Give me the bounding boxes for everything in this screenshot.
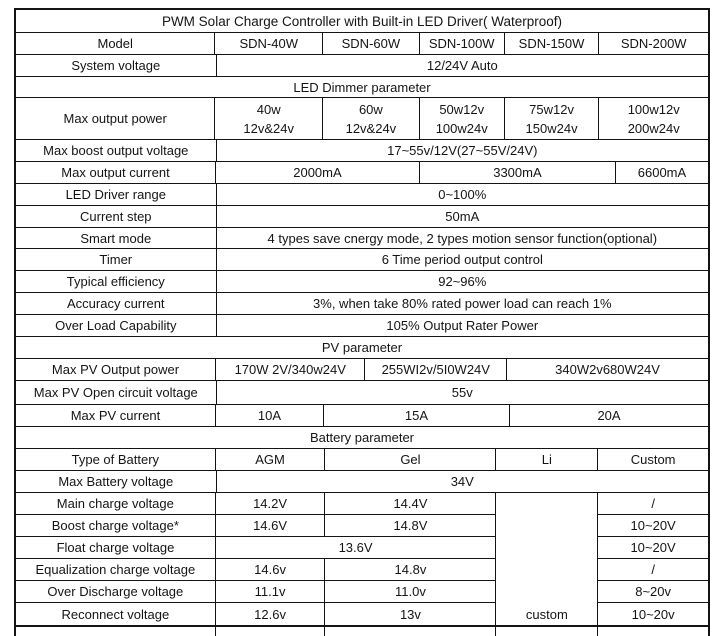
value-cell: 8~20v [598, 581, 708, 603]
li-custom-merged-cell: custom [496, 603, 598, 625]
max-pv-open-circuit-voltage-row [16, 381, 708, 405]
section-header: PV parameter [16, 337, 708, 359]
spec-table [14, 8, 710, 627]
value-cell: 34V [217, 471, 708, 493]
value-cell [496, 537, 598, 559]
value-cell [323, 98, 420, 140]
row-label: Max output power [16, 98, 215, 140]
row-label: Max output current [16, 162, 216, 184]
value-cell: 20A [510, 405, 708, 427]
boost-charge-voltage-row [16, 515, 708, 537]
reconnect-voltage-row [16, 603, 708, 625]
value-cell: 10~20V [598, 515, 708, 537]
row-label: Over Discharge voltage [16, 581, 216, 603]
value-line: 60w [358, 101, 383, 117]
value-cell: 14.2V [216, 493, 326, 515]
value-cell: SDN-100W [420, 33, 505, 55]
cutoff-stub-cell [496, 627, 598, 636]
value-line: 200w24v [627, 120, 680, 136]
value-cell: 0~100% [217, 184, 708, 206]
value-cell [599, 98, 708, 140]
max-battery-voltage-row [16, 471, 708, 493]
value-cell: Li [496, 449, 598, 471]
value-cell: 10~20v [631, 606, 675, 622]
pv-section [16, 337, 708, 359]
value-cell: 13v [325, 603, 496, 625]
row-label: Main charge voltage [16, 493, 216, 515]
value-cell: 14.8V [325, 515, 496, 537]
value-cell: 3300mA [420, 162, 616, 184]
spec-sheet [14, 8, 710, 636]
value-cell: 14.4V [325, 493, 496, 515]
row-label: Accuracy current [16, 293, 217, 315]
value-cell [505, 98, 600, 140]
row-label: Reconnect voltage [16, 603, 216, 625]
row-label: LED Driver range [16, 184, 217, 206]
row-label: Over Load Capability [16, 315, 217, 337]
value-cell: SDN-150W [505, 33, 600, 55]
value-cell: 6600mA [616, 162, 708, 184]
value-cell: 12.6v [216, 603, 326, 625]
row-label: Model [16, 33, 215, 55]
row-label: Max PV Open circuit voltage [16, 381, 217, 405]
value-cell [496, 581, 598, 603]
section-header: Battery parameter [16, 427, 708, 449]
float-charge-voltage-row [16, 537, 708, 559]
over-discharge-voltage-row [16, 581, 708, 603]
value-cell: SDN-40W [215, 33, 323, 55]
cutoff-stub-cell [598, 627, 708, 636]
value-cell: Gel [325, 449, 496, 471]
row-label: Type of Battery [16, 449, 216, 471]
led-driver-range-row [16, 184, 708, 206]
value-cell: 11.1v [216, 581, 326, 603]
row-label: Equalization charge voltage [16, 559, 216, 581]
value-cell: 50mA [217, 206, 708, 228]
type-of-battery-row [16, 449, 708, 471]
value-cell: 105% Output Rater Power [217, 315, 708, 337]
value-line: 100w24v [435, 120, 488, 136]
row-label: Typical efficiency [16, 271, 217, 293]
led-dimmer-section [16, 77, 708, 98]
value-cell: 11.0v [325, 581, 496, 603]
max-pv-current-row [16, 405, 708, 427]
value-cell: 14.8v [325, 559, 496, 581]
value-cell: 14.6V [216, 515, 326, 537]
value-cell: 4 types save cnergy mode, 2 types motion sensor function(optional) [217, 228, 708, 249]
row-label: Max PV Output power [16, 359, 216, 381]
value-cell: 3%, when take 80% rated power load can reach 1% [217, 293, 708, 315]
value-cell: / [598, 559, 708, 581]
value-cell: 17~55v/12V(27~55V/24V) [217, 140, 708, 162]
value-cell: SDN-200W [599, 33, 708, 55]
value-cell: 92~96% [217, 271, 708, 293]
value-cell [496, 515, 598, 537]
row-label: Boost charge voltage* [16, 515, 216, 537]
max-output-power-row [16, 98, 708, 140]
cutoff-stub-cell [325, 627, 496, 636]
row-label: Current step [16, 206, 217, 228]
value-cell: 170W 2V/340w24V [216, 359, 365, 381]
value-cell: 10A [216, 405, 324, 427]
value-line: 75w12v [529, 101, 574, 117]
value-cell: 55v [217, 381, 708, 405]
value-line: 150w24v [525, 120, 578, 136]
value-cell: / [598, 493, 708, 515]
value-cell: AGM [216, 449, 326, 471]
section-header: LED Dimmer parameter [16, 77, 708, 98]
value-line: 12v&24v [345, 120, 397, 136]
value-cell [215, 98, 323, 140]
max-boost-output-voltage-row [16, 140, 708, 162]
value-line: 12v&24v [243, 120, 294, 136]
row-label: Float charge voltage [16, 537, 216, 559]
value-cell: 6 Time period output control [217, 249, 708, 271]
value-cell: 13.6V [216, 537, 496, 559]
accuracy-current-row [16, 293, 708, 315]
row-label: Timer [16, 249, 217, 271]
cutoff-row-stub [14, 627, 710, 636]
max-output-current-row [16, 162, 708, 184]
value-cell: SDN-60W [323, 33, 420, 55]
value-cell: Custom [598, 449, 708, 471]
over-load-capability-row [16, 315, 708, 337]
row-label: System voltage [16, 55, 217, 77]
table-title: PWM Solar Charge Controller with Built-in LED Driver( Waterproof) [16, 10, 708, 33]
timer-row [16, 249, 708, 271]
system-voltage-row [16, 55, 708, 77]
value-cell: 340W2v680W24V [507, 359, 708, 381]
value-cell: 10~20V [598, 537, 708, 559]
model-row [16, 33, 708, 55]
value-cell [496, 559, 598, 581]
row-label: Smart mode [16, 228, 217, 249]
value-line: 40w [256, 101, 281, 117]
main-charge-voltage-row [16, 493, 708, 515]
row-label: Max Battery voltage [16, 471, 217, 493]
value-cell: 255WI2v/5I0W24V [365, 359, 507, 381]
value-cell: 15A [324, 405, 510, 427]
title-row [16, 10, 708, 33]
row-label: Max boost output voltage [16, 140, 217, 162]
current-step-row [16, 206, 708, 228]
max-pv-output-power-row [16, 359, 708, 381]
row-label: Max PV current [16, 405, 216, 427]
value-line: 100w12v [627, 101, 680, 117]
battery-section [16, 427, 708, 449]
value-line: 50w12v [439, 101, 485, 117]
smart-mode-row [16, 228, 708, 249]
value-cell [420, 98, 505, 140]
cutoff-stub-cell [216, 627, 326, 636]
equalization-charge-voltage-row [16, 559, 708, 581]
value-cell: 14.6v [216, 559, 326, 581]
cutoff-stub-cell [16, 627, 216, 636]
value-cell: 12/24V Auto [217, 55, 708, 77]
typical-efficiency-row [16, 271, 708, 293]
value-cell [496, 493, 598, 515]
value-cell: 2000mA [216, 162, 420, 184]
